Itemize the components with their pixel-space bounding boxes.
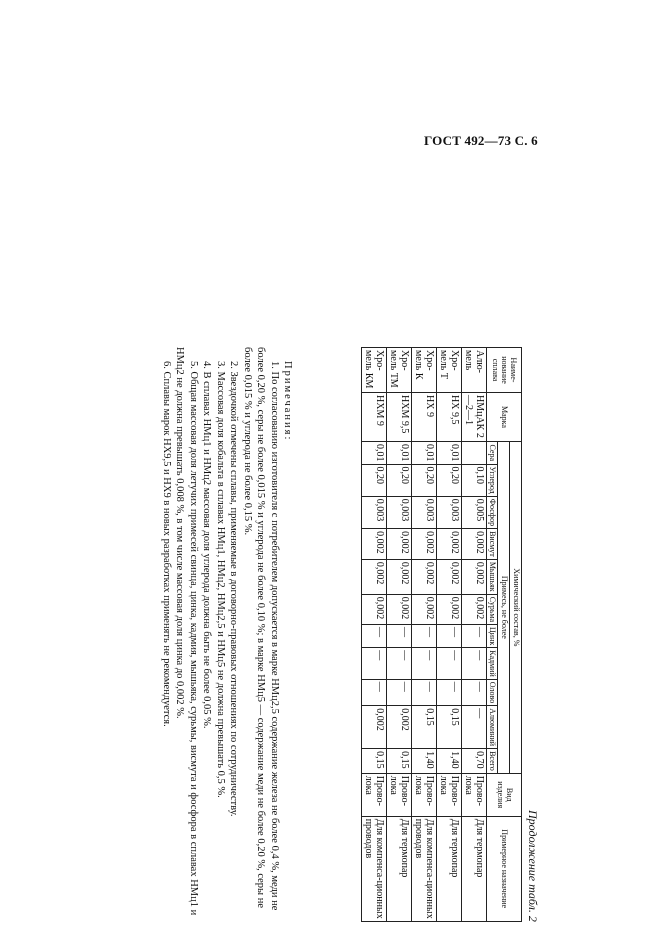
cell-value: 0,002 bbox=[436, 594, 461, 624]
cell-value: 0,005 bbox=[461, 496, 486, 528]
table-row bbox=[361, 348, 386, 922]
composition-table bbox=[361, 347, 522, 922]
cell-value: 0,002 bbox=[411, 529, 436, 560]
col-antimony: Сурьма bbox=[486, 594, 498, 624]
cell-purpose: Для термопар bbox=[386, 816, 411, 921]
cell-value: 0,002 bbox=[436, 559, 461, 594]
cell-value: — bbox=[461, 706, 486, 749]
cell-value: — bbox=[386, 625, 411, 648]
cell-value: 0,002 bbox=[436, 529, 461, 560]
cell-value: 0,01 bbox=[361, 442, 386, 465]
cell-value: 0,15 bbox=[411, 706, 436, 749]
col-carbon: Углерод bbox=[486, 464, 498, 496]
cell-value: 0,002 bbox=[411, 594, 436, 624]
cell-purpose: Для компенса-ционных проводов bbox=[411, 816, 436, 921]
table-row bbox=[436, 348, 461, 922]
cell-value: 0,002 bbox=[386, 529, 411, 560]
col-header-grade: Марка bbox=[486, 393, 521, 442]
cell-value: — bbox=[436, 679, 461, 706]
cell-name: Хро-мель К bbox=[411, 348, 436, 393]
cell-value: 0,01 bbox=[411, 442, 436, 465]
cell-value: 0,002 bbox=[361, 594, 386, 624]
cell-grade: НХМ 9 bbox=[361, 393, 386, 442]
cell-value: 0,002 bbox=[461, 559, 486, 594]
cell-type: Прово-лока bbox=[361, 773, 386, 816]
col-zinc: Цинк bbox=[486, 625, 498, 648]
cell-value bbox=[461, 442, 486, 465]
cell-value: — bbox=[436, 625, 461, 648]
cell-name: Алю-мель bbox=[461, 348, 486, 393]
cell-value: — bbox=[411, 625, 436, 648]
note-item: 5. Общая массовая доля летучих примесей свинца, цинка, кадмия, мышьяка, сурьмы, висмута и фосфора в сплавах НМц1 и НМц2 не должна превышать 0,008 %, в том числе массовая доля цинка до 0,002 %. bbox=[174, 347, 199, 916]
table-row bbox=[411, 348, 436, 922]
cell-value: 0,002 bbox=[461, 594, 486, 624]
note-item: 3. Массовая доля кобальта в сплавах НМц1, НМц2, НМц2,5 и НМц5 не должна превышать 0,5 %. bbox=[214, 361, 226, 798]
cell-type: Прово-лока bbox=[436, 773, 461, 816]
cell-value: 1,40 bbox=[436, 749, 461, 774]
cell-grade: НХ 9,5 bbox=[436, 393, 461, 442]
note-item: 2. Звездочкой отмечены сплавы, применяемые в договорно-правовых отношениях по сотрудничеству. bbox=[228, 361, 240, 817]
cell-value: 0,15 bbox=[386, 749, 411, 774]
col-arsenic: Мышьяк bbox=[486, 559, 498, 594]
cell-value: 0,15 bbox=[361, 749, 386, 774]
col-aluminium: Алюминий bbox=[486, 706, 498, 749]
notes bbox=[160, 347, 294, 927]
col-phosphorus: Фосфор bbox=[486, 496, 498, 528]
cell-value: — bbox=[411, 648, 436, 679]
col-header-chem: Химический состав, % bbox=[510, 442, 522, 774]
cell-value: 0,003 bbox=[361, 496, 386, 528]
cell-value: 1,40 bbox=[411, 749, 436, 774]
cell-value: 0,003 bbox=[386, 496, 411, 528]
cell-value: 0,20 bbox=[411, 464, 436, 496]
col-sulfur: Сера bbox=[486, 442, 498, 465]
cell-value: 0,70 bbox=[461, 749, 486, 774]
cell-value: — bbox=[411, 679, 436, 706]
cell-value: 0,003 bbox=[411, 496, 436, 528]
cell-value: 0,01 bbox=[386, 442, 411, 465]
cell-value: — bbox=[361, 648, 386, 679]
col-total: Всего bbox=[486, 749, 498, 774]
cell-value: 0,01 bbox=[436, 442, 461, 465]
cell-value: 0,002 bbox=[361, 706, 386, 749]
cell-grade: НМцАК 2—2—1 bbox=[461, 393, 486, 442]
cell-value: 0,20 bbox=[386, 464, 411, 496]
cell-value: 0,15 bbox=[436, 706, 461, 749]
cell-value: 0,20 bbox=[436, 464, 461, 496]
page-header: ГОСТ 492—73 С. 6 bbox=[424, 133, 538, 148]
cell-name: Хро-мель КМ bbox=[361, 348, 386, 393]
rotated-page-content bbox=[122, 112, 542, 932]
cell-value: — bbox=[436, 648, 461, 679]
cell-name: Хро-мель ТМ bbox=[386, 348, 411, 393]
table-row bbox=[386, 348, 411, 922]
cell-type: Прово-лока bbox=[386, 773, 411, 816]
cell-purpose: Для термопар bbox=[461, 816, 486, 921]
cell-grade: НХМ 9,5 bbox=[386, 393, 411, 442]
cell-value: 0,002 bbox=[361, 529, 386, 560]
cell-value: 0,002 bbox=[361, 559, 386, 594]
cell-value: — bbox=[361, 625, 386, 648]
note-item: 6. Сплавы марок НХ9,5 и НХ9 в новых разработках применять не рекомендуется. bbox=[161, 361, 173, 727]
cell-grade: НХ 9 bbox=[411, 393, 436, 442]
cell-value: — bbox=[386, 679, 411, 706]
note-item: 1. По согласованию изготовителя с потребителем допускается в марке НМц2,5 содержание железа не более 0,4 %, меди не более 0,20 %, серы не более 0,015 % и углерода не более 0,10 %; в марке НМц5 — содержание меди не более 0,20 %, серы не более 0,015 % и углерода не более 0,15 %. bbox=[241, 347, 280, 911]
cell-value: — bbox=[361, 679, 386, 706]
col-header-name: Наиме-нование сплава bbox=[486, 348, 521, 393]
col-header-type: Вид изделия bbox=[486, 773, 521, 816]
cell-value: — bbox=[461, 679, 486, 706]
cell-value: 0,002 bbox=[411, 559, 436, 594]
cell-value: 0,10 bbox=[461, 464, 486, 496]
cell-type: Прово-лока bbox=[411, 773, 436, 816]
col-header-impurity: Примесь, не более bbox=[498, 442, 510, 774]
cell-type: Прово-лока bbox=[461, 773, 486, 816]
cell-value: 0,002 bbox=[386, 594, 411, 624]
cell-value: 0,002 bbox=[461, 529, 486, 560]
cell-name: Хро-мель Т bbox=[436, 348, 461, 393]
note-item: 4. В сплавах НМц1 и НМц2 массовая доля углерода должна быть не более 0,05 %. bbox=[201, 361, 213, 729]
cell-value: 0,003 bbox=[436, 496, 461, 528]
cell-value: — bbox=[461, 648, 486, 679]
cell-value: 0,002 bbox=[386, 706, 411, 749]
cell-value: 0,20 bbox=[361, 464, 386, 496]
notes-title: Примечания: bbox=[282, 361, 293, 442]
cell-value: — bbox=[461, 625, 486, 648]
cell-purpose: Для компенса-ционных проводов bbox=[361, 816, 386, 921]
table-continuation-caption: Продолжение табл. 2 bbox=[526, 810, 540, 922]
cell-value: — bbox=[386, 648, 411, 679]
cell-purpose: Для термопар bbox=[436, 816, 461, 921]
col-header-purpose: Примерное назначение bbox=[486, 816, 521, 921]
cell-value: 0,002 bbox=[386, 559, 411, 594]
table-row bbox=[461, 348, 486, 922]
col-tin: Олово bbox=[486, 679, 498, 706]
col-bismuth: Висмут bbox=[486, 529, 498, 560]
col-cadmium: Кадмий bbox=[486, 648, 498, 679]
